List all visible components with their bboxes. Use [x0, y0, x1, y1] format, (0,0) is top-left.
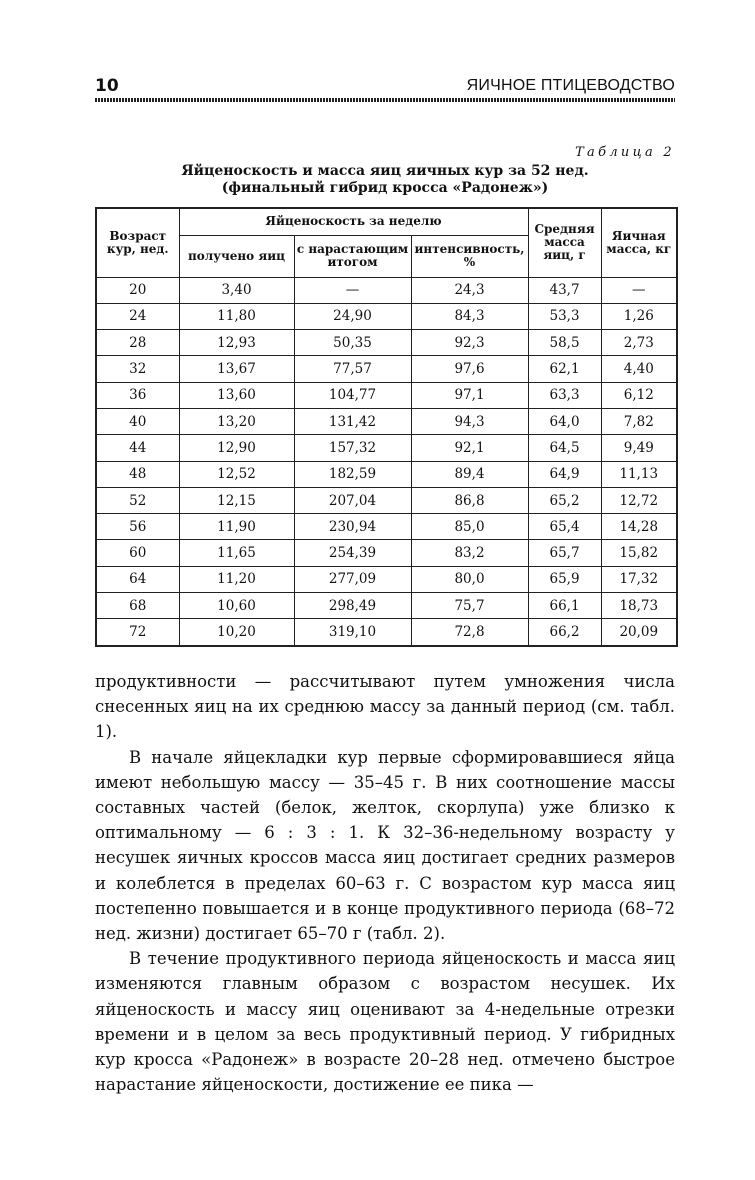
running-title: ЯИЧНОЕ ПТИЦЕВОДСТВО: [466, 77, 675, 94]
cell-age: 32: [96, 356, 179, 382]
cell-age: 64: [96, 566, 179, 592]
cell-cumulative: 207,04: [294, 487, 411, 513]
cell-received: 12,52: [179, 461, 294, 487]
cell-received: 10,60: [179, 593, 294, 619]
cell-received: 11,65: [179, 540, 294, 566]
cell-egg-mass: 11,13: [601, 461, 677, 487]
header-egg-mass: Яичная масса, кг: [601, 208, 677, 277]
table-row: [96, 408, 677, 434]
cell-egg-mass: 20,09: [601, 619, 677, 646]
cell-egg-mass: 4,40: [601, 356, 677, 382]
table-row: [96, 540, 677, 566]
cell-age: 40: [96, 408, 179, 434]
cell-cumulative: 24,90: [294, 303, 411, 329]
cell-received: 12,90: [179, 435, 294, 461]
cell-age: 56: [96, 514, 179, 540]
table-title: [95, 163, 675, 197]
cell-cumulative: 77,57: [294, 356, 411, 382]
cell-received: 13,20: [179, 408, 294, 434]
cell-received: 12,15: [179, 487, 294, 513]
cell-cumulative: 230,94: [294, 514, 411, 540]
paragraph-2: В начале яйцекладки кур первые сформировавшиеся яйца имеют небольшую массу — 35–45 г. В них соотношение массы составных частей (белок, желток, скорлупа) уже близко к оптимальному — 6 : 3 : 1. К 32–36-недельному возрасту у несушек яичных кроссов масса яиц достигает средних размеров и колеблется в пределах 60–63 г. С возрастом кур масса яиц постепенно повышается и в конце продуктивного периода (68–72 нед. жизни) достигает 65–70 г (табл. 2).: [95, 747, 675, 944]
cell-avg-mass: 64,5: [528, 435, 601, 461]
cell-cumulative: 157,32: [294, 435, 411, 461]
cell-intensity: 92,3: [411, 330, 528, 356]
table-row: [96, 461, 677, 487]
cell-avg-mass: 66,2: [528, 619, 601, 646]
header-rule: [95, 98, 675, 102]
cell-egg-mass: 14,28: [601, 514, 677, 540]
cell-age: 36: [96, 382, 179, 408]
table-row: [96, 382, 677, 408]
cell-avg-mass: 53,3: [528, 303, 601, 329]
cell-avg-mass: 64,9: [528, 461, 601, 487]
cell-cumulative: —: [294, 277, 411, 303]
table-body: [96, 277, 677, 646]
cell-cumulative: 50,35: [294, 330, 411, 356]
cell-avg-mass: 62,1: [528, 356, 601, 382]
table-row: [96, 277, 677, 303]
cell-age: 28: [96, 330, 179, 356]
cell-intensity: 92,1: [411, 435, 528, 461]
header-avg-mass: Средняя масса яиц, г: [528, 208, 601, 277]
paragraph-1: продуктивности — рассчитывают путем умножения числа снесенных яиц на их среднюю массу за данный период (см. табл. 1).: [95, 672, 675, 742]
table-row: [96, 514, 677, 540]
data-table: [95, 207, 678, 647]
cell-age: 60: [96, 540, 179, 566]
cell-intensity: 97,6: [411, 356, 528, 382]
cell-avg-mass: 65,7: [528, 540, 601, 566]
table-row: [96, 356, 677, 382]
cell-received: 13,60: [179, 382, 294, 408]
table-row: [96, 593, 677, 619]
page-header: [95, 76, 675, 102]
cell-age: 20: [96, 277, 179, 303]
cell-cumulative: 319,10: [294, 619, 411, 646]
cell-egg-mass: 2,73: [601, 330, 677, 356]
cell-intensity: 83,2: [411, 540, 528, 566]
cell-intensity: 89,4: [411, 461, 528, 487]
cell-cumulative: 277,09: [294, 566, 411, 592]
cell-cumulative: 182,59: [294, 461, 411, 487]
cell-egg-mass: —: [601, 277, 677, 303]
header-received: получено яиц: [179, 235, 294, 277]
cell-avg-mass: 65,9: [528, 566, 601, 592]
cell-intensity: 75,7: [411, 593, 528, 619]
table-row: [96, 330, 677, 356]
table-title-line-2: (финальный гибрид кросса «Радонеж»): [221, 180, 549, 196]
table-row: [96, 566, 677, 592]
header-age: Возраст кур, нед.: [96, 208, 179, 277]
cell-cumulative: 104,77: [294, 382, 411, 408]
cell-egg-mass: 17,32: [601, 566, 677, 592]
table-row: [96, 303, 677, 329]
cell-avg-mass: 66,1: [528, 593, 601, 619]
cell-intensity: 85,0: [411, 514, 528, 540]
cell-age: 24: [96, 303, 179, 329]
cell-received: 11,90: [179, 514, 294, 540]
cell-intensity: 97,1: [411, 382, 528, 408]
cell-egg-mass: 9,49: [601, 435, 677, 461]
cell-intensity: 94,3: [411, 408, 528, 434]
body-text: [95, 669, 675, 1097]
cell-age: 72: [96, 619, 179, 646]
cell-cumulative: 254,39: [294, 540, 411, 566]
cell-received: 13,67: [179, 356, 294, 382]
cell-age: 68: [96, 593, 179, 619]
cell-intensity: 72,8: [411, 619, 528, 646]
page-number: 10: [95, 76, 119, 96]
cell-egg-mass: 15,82: [601, 540, 677, 566]
cell-egg-mass: 7,82: [601, 408, 677, 434]
cell-egg-mass: 1,26: [601, 303, 677, 329]
cell-egg-mass: 12,72: [601, 487, 677, 513]
cell-age: 52: [96, 487, 179, 513]
cell-avg-mass: 63,3: [528, 382, 601, 408]
cell-avg-mass: 58,5: [528, 330, 601, 356]
table-label: Таблица 2: [575, 145, 675, 160]
cell-received: 3,40: [179, 277, 294, 303]
header-egg-production: Яйценоскость за неделю: [179, 208, 528, 235]
paragraph-3: В течение продуктивного периода яйценоскость и масса яиц изменяются главным образом с возрастом несушек. Их яйценоскость и массу яиц оценивают за 4-недельные отрезки времени и в целом за весь продуктивный период. У гибридных кур кросса «Радонеж» в возрасте 20–28 нед. отмечено быстрое нарастание яйценоскости, достижение ее пика —: [95, 949, 675, 1095]
table-row: [96, 619, 677, 646]
cell-received: 12,93: [179, 330, 294, 356]
cell-cumulative: 298,49: [294, 593, 411, 619]
cell-intensity: 80,0: [411, 566, 528, 592]
cell-intensity: 86,8: [411, 487, 528, 513]
cell-egg-mass: 18,73: [601, 593, 677, 619]
cell-egg-mass: 6,12: [601, 382, 677, 408]
cell-intensity: 24,3: [411, 277, 528, 303]
table-row: [96, 435, 677, 461]
cell-avg-mass: 65,2: [528, 487, 601, 513]
cell-avg-mass: 64,0: [528, 408, 601, 434]
header-cumulative: с нарастающим итогом: [294, 235, 411, 277]
header-intensity: интенсивность, %: [411, 235, 528, 277]
cell-intensity: 84,3: [411, 303, 528, 329]
cell-avg-mass: 43,7: [528, 277, 601, 303]
cell-cumulative: 131,42: [294, 408, 411, 434]
cell-received: 11,80: [179, 303, 294, 329]
cell-avg-mass: 65,4: [528, 514, 601, 540]
cell-age: 44: [96, 435, 179, 461]
cell-age: 48: [96, 461, 179, 487]
cell-received: 11,20: [179, 566, 294, 592]
table-row: [96, 487, 677, 513]
table-title-line-1: Яйценоскость и масса яиц яичных кур за 52 нед.: [181, 163, 589, 179]
cell-received: 10,20: [179, 619, 294, 646]
